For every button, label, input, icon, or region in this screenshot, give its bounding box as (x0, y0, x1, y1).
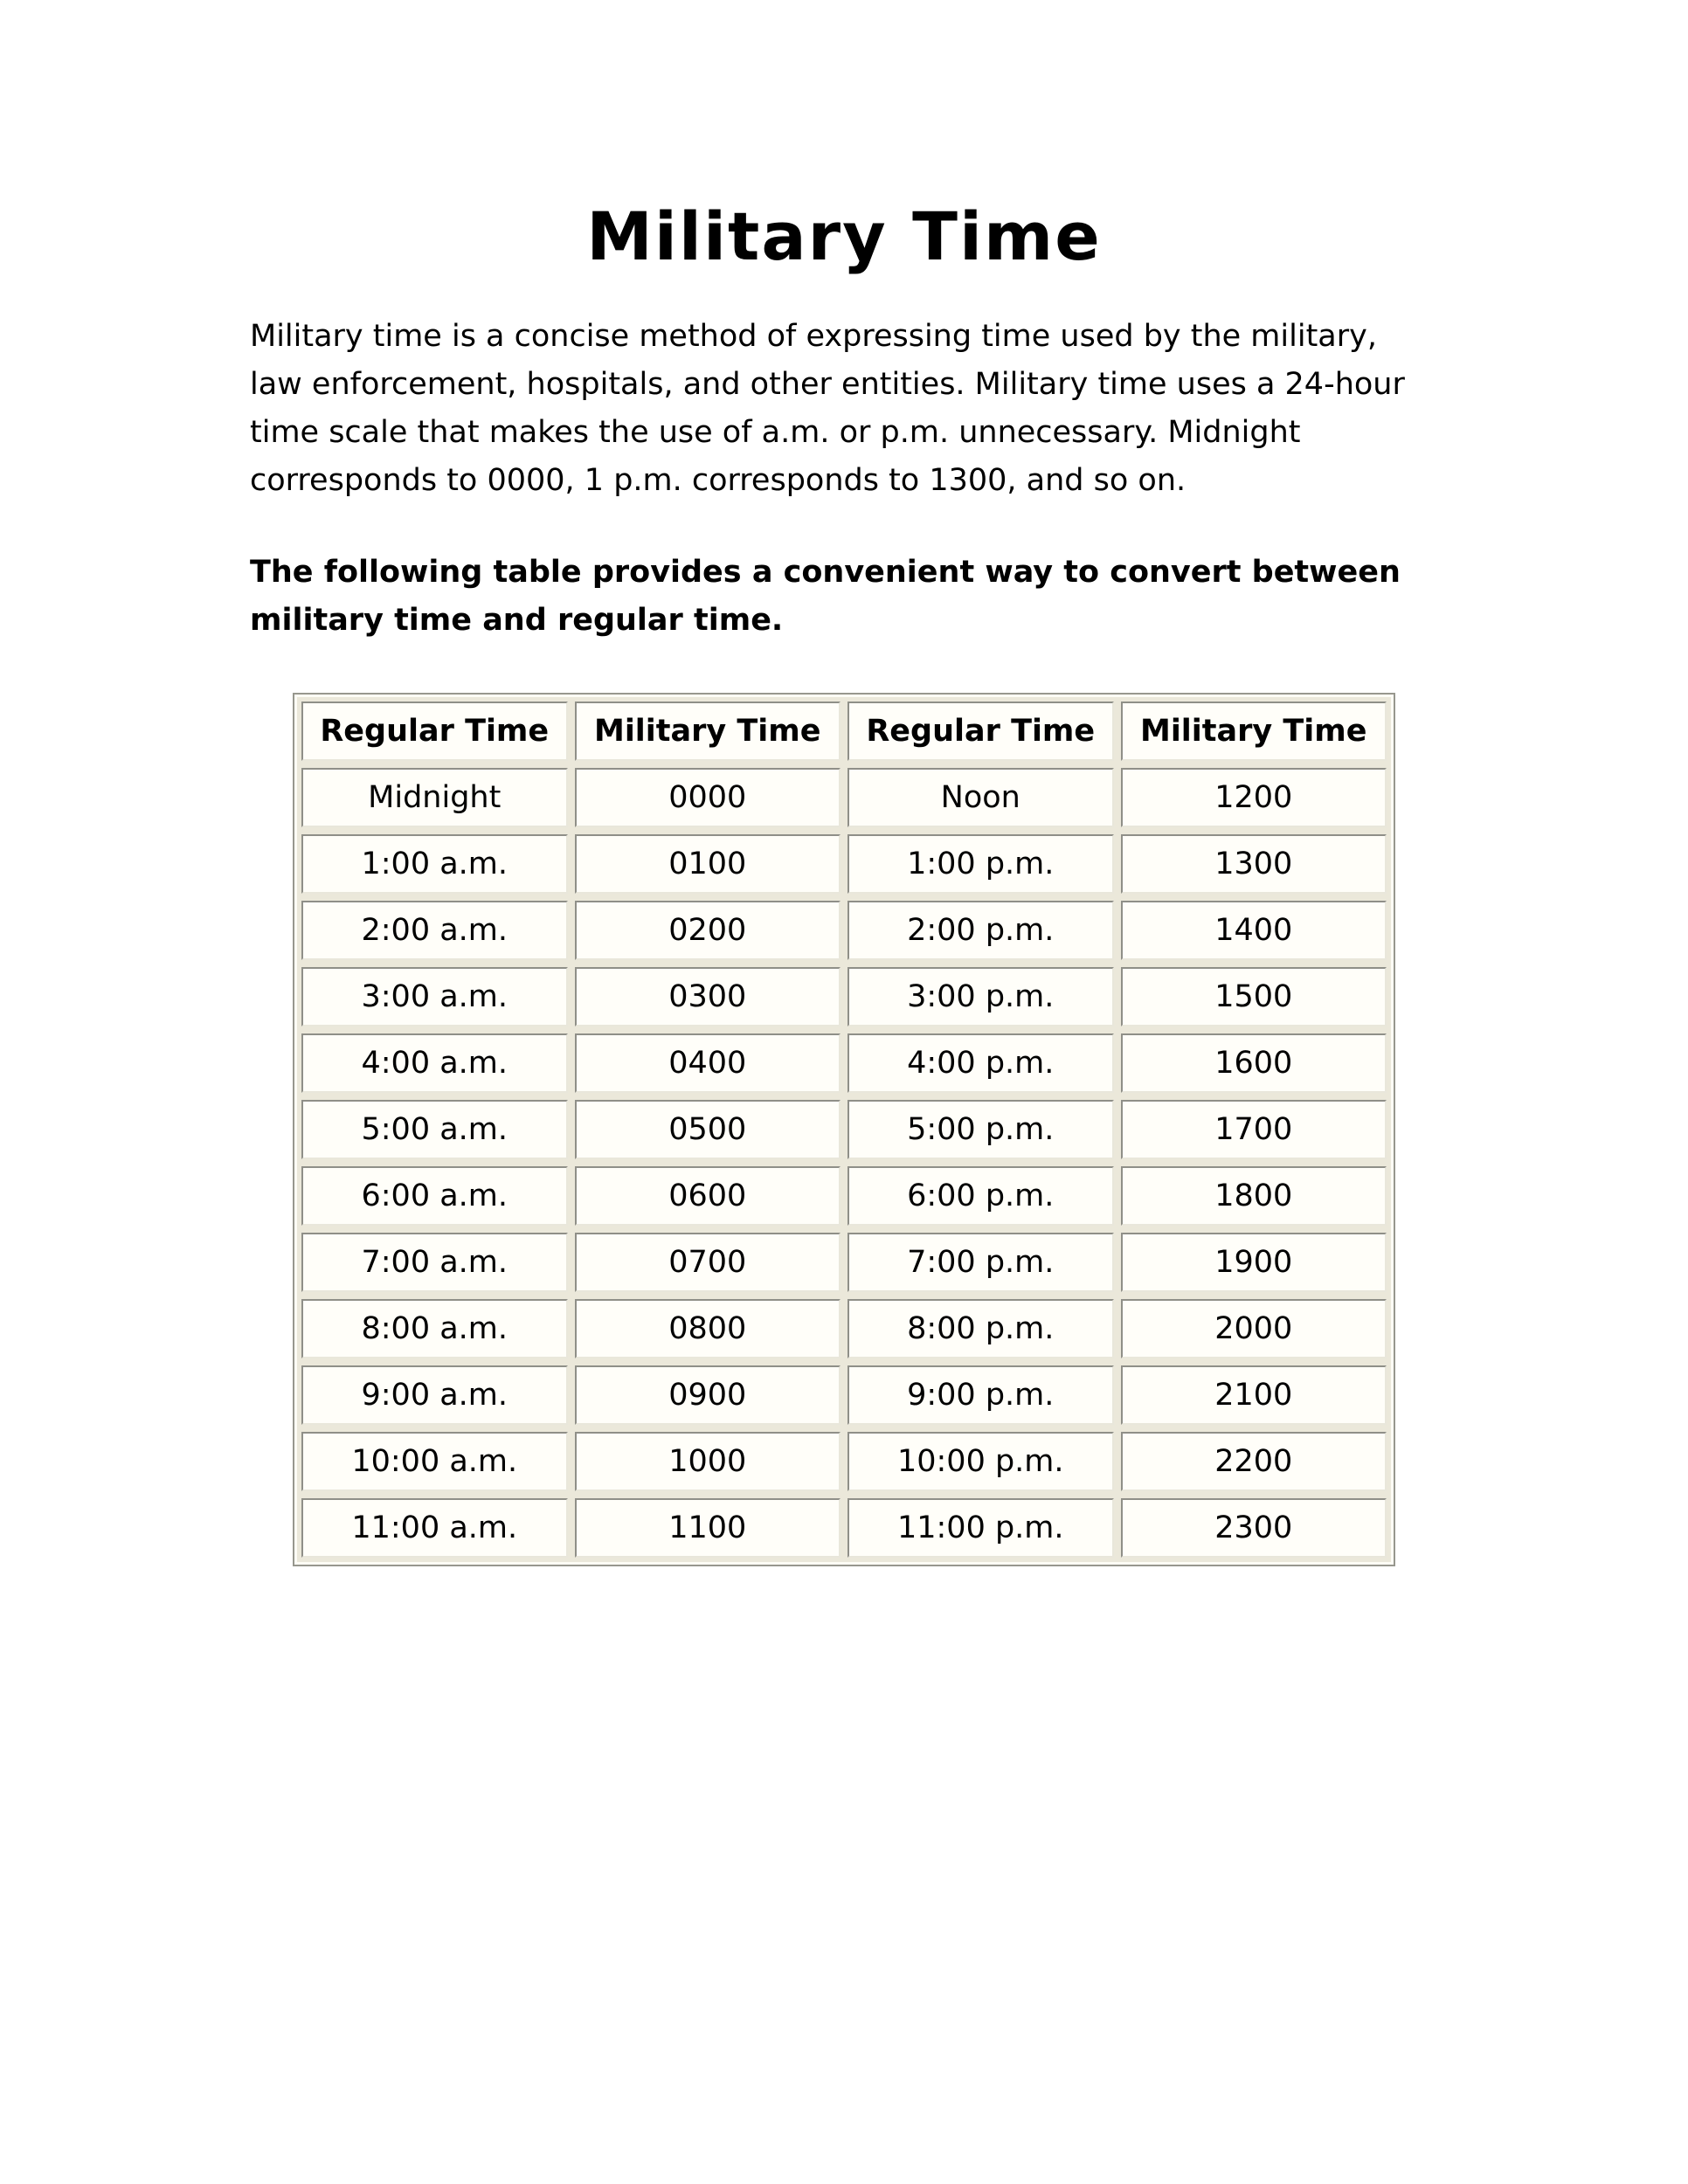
table-cell: 5:00 a.m. (301, 1100, 568, 1159)
table-cell: 3:00 p.m. (847, 967, 1114, 1026)
table-cell: 4:00 a.m. (301, 1033, 568, 1093)
intro-line: corresponds to 0000, 1 p.m. corresponds to 1300, and so on. (250, 463, 1186, 499)
table-cell: 0200 (575, 901, 841, 960)
table-header-cell: Regular Time (301, 702, 568, 761)
intro-line: time scale that makes the use of a.m. or p.m. unnecessary. Midnight (250, 415, 1301, 451)
table-cell: 2:00 a.m. (301, 901, 568, 960)
table-row (301, 1498, 1387, 1558)
note-line: The following table provides a convenient way to convert between (250, 555, 1401, 591)
table-cell: 10:00 p.m. (847, 1432, 1114, 1491)
conversion-table-head (301, 702, 1387, 761)
table-cell: 1000 (575, 1432, 841, 1491)
conversion-table-body (301, 768, 1387, 1558)
table-cell: 1:00 p.m. (847, 834, 1114, 894)
table-cell: Midnight (301, 768, 568, 827)
table-header-cell: Regular Time (847, 702, 1114, 761)
table-cell: 1800 (1121, 1166, 1387, 1226)
table-cell: 2200 (1121, 1432, 1387, 1491)
table-cell: 0400 (575, 1033, 841, 1093)
conversion-table (293, 693, 1395, 1566)
table-cell: 2300 (1121, 1498, 1387, 1558)
table-cell: 9:00 p.m. (847, 1365, 1114, 1425)
table-cell: 1700 (1121, 1100, 1387, 1159)
table-cell: 0700 (575, 1233, 841, 1292)
table-row (301, 1365, 1387, 1425)
note-line: military time and regular time. (250, 603, 784, 639)
table-cell: 4:00 p.m. (847, 1033, 1114, 1093)
table-cell: 6:00 a.m. (301, 1166, 568, 1226)
table-cell: 0000 (575, 768, 841, 827)
table-cell: 5:00 p.m. (847, 1100, 1114, 1159)
table-cell: 0300 (575, 967, 841, 1026)
table-cell: 2:00 p.m. (847, 901, 1114, 960)
table-cell: 1:00 a.m. (301, 834, 568, 894)
table-row (301, 768, 1387, 827)
document-page (250, 0, 1438, 1566)
table-cell: 7:00 p.m. (847, 1233, 1114, 1292)
table-cell: 1600 (1121, 1033, 1387, 1093)
table-note (250, 549, 1438, 645)
intro-line: Military time is a concise method of expressing time used by the military, (250, 319, 1377, 355)
intro-line: law enforcement, hospitals, and other entities. Military time uses a 24-hour (250, 367, 1405, 403)
table-cell: 0900 (575, 1365, 841, 1425)
table-header-cell: Military Time (1121, 702, 1387, 761)
table-row (301, 1299, 1387, 1358)
table-cell: 8:00 p.m. (847, 1299, 1114, 1358)
page-title: Military Time (586, 197, 1102, 275)
table-cell: 6:00 p.m. (847, 1166, 1114, 1226)
table-cell: 1900 (1121, 1233, 1387, 1292)
table-row (301, 834, 1387, 894)
table-row (301, 1033, 1387, 1093)
table-cell: 1300 (1121, 834, 1387, 894)
table-cell: 2000 (1121, 1299, 1387, 1358)
table-cell: 10:00 a.m. (301, 1432, 568, 1491)
table-cell: 0500 (575, 1100, 841, 1159)
table-cell: 1100 (575, 1498, 841, 1558)
intro-paragraph (250, 313, 1438, 505)
table-cell: 3:00 a.m. (301, 967, 568, 1026)
table-row (301, 1233, 1387, 1292)
table-cell: 9:00 a.m. (301, 1365, 568, 1425)
table-cell: 1400 (1121, 901, 1387, 960)
table-cell: Noon (847, 768, 1114, 827)
table-cell: 1500 (1121, 967, 1387, 1026)
table-cell: 7:00 a.m. (301, 1233, 568, 1292)
table-row (301, 967, 1387, 1026)
table-cell: 11:00 a.m. (301, 1498, 568, 1558)
table-cell: 2100 (1121, 1365, 1387, 1425)
table-row (301, 1432, 1387, 1491)
table-cell: 0800 (575, 1299, 841, 1358)
table-header-cell: Military Time (575, 702, 841, 761)
table-header-row (301, 702, 1387, 761)
table-row (301, 1100, 1387, 1159)
table-row (301, 901, 1387, 960)
table-cell: 8:00 a.m. (301, 1299, 568, 1358)
table-row (301, 1166, 1387, 1226)
table-cell: 0600 (575, 1166, 841, 1226)
table-cell: 1200 (1121, 768, 1387, 827)
table-cell: 0100 (575, 834, 841, 894)
table-cell: 11:00 p.m. (847, 1498, 1114, 1558)
